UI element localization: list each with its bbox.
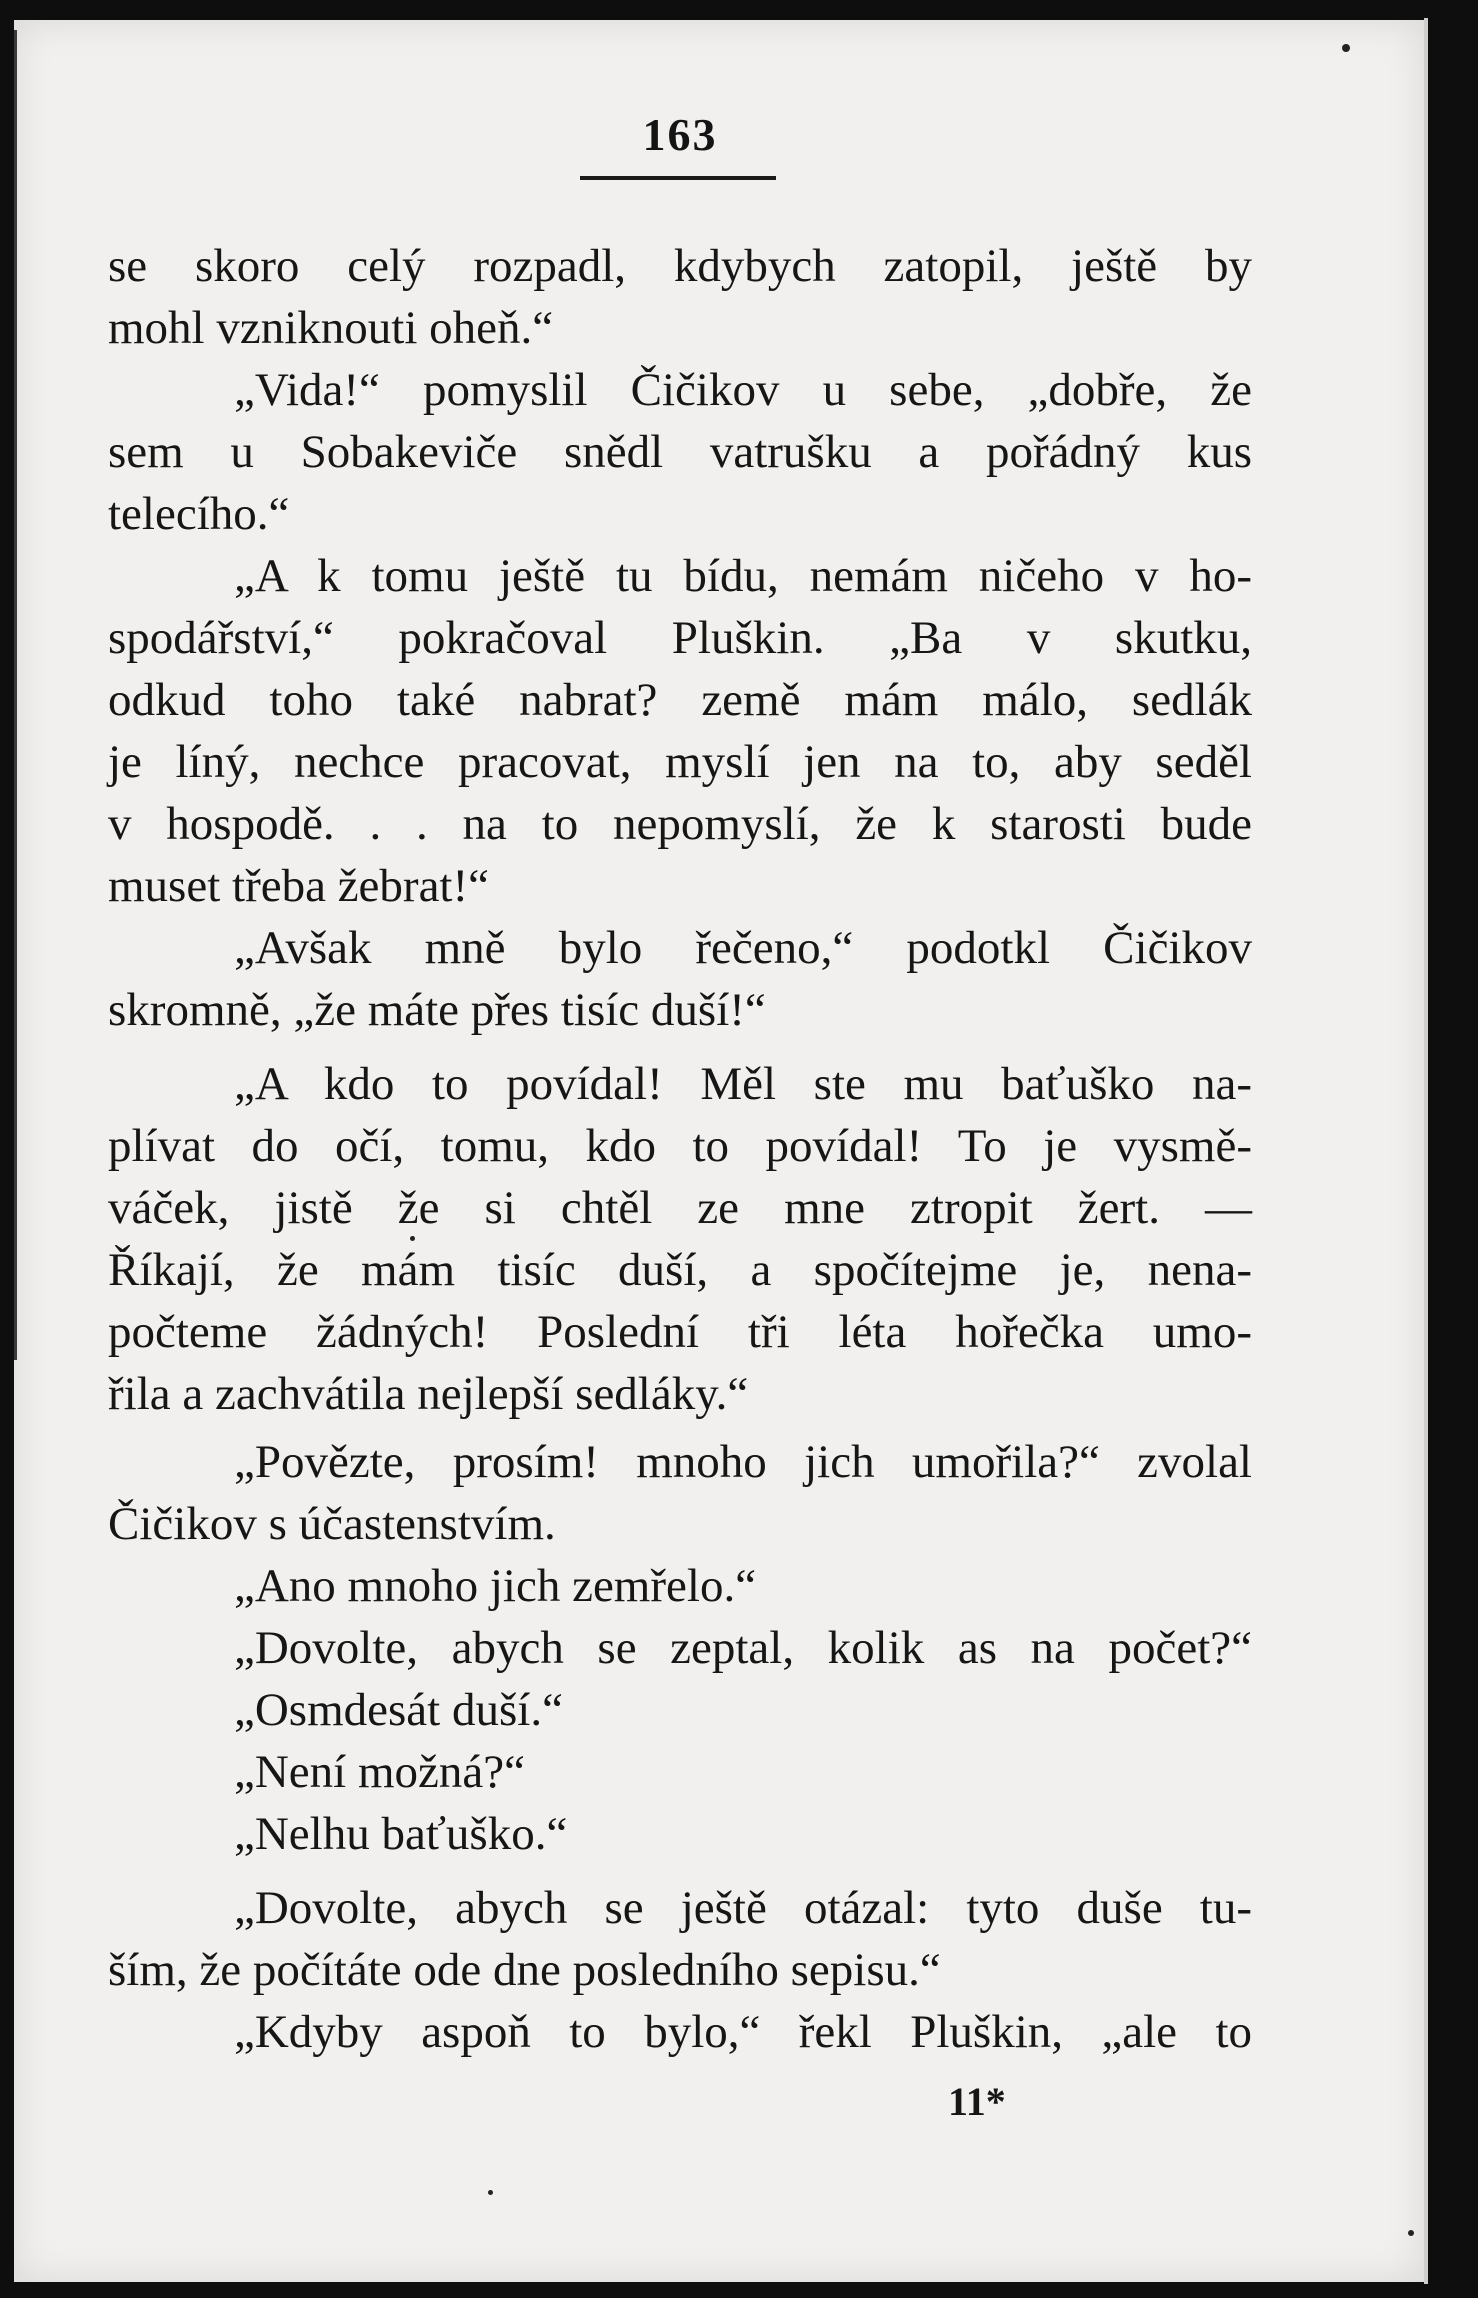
scan-speck: [1408, 2230, 1414, 2236]
text-line: „A k tomu ještě tu bídu, nemám ničeho v ho-: [234, 550, 1252, 602]
page-number-rule: [580, 176, 776, 180]
text-line: „Není možná?“: [234, 1746, 525, 1798]
text-line: „Dovolte, abych se zeptal, kolik as na počet?“: [234, 1622, 1252, 1674]
text-line: ším, že počítáte ode dne posledního sepisu.“: [108, 1944, 941, 1996]
binding-edge: [14, 30, 17, 1360]
text-line: sem u Sobakeviče snědl vatrušku a pořádný kus: [108, 426, 1252, 478]
text-line: skromně, „že máte přes tisíc duší!“: [108, 984, 766, 1036]
text-line: „Kdyby aspoň to bylo,“ řekl Pluškin, „ale to: [234, 2006, 1252, 2058]
page-number: 163: [642, 109, 718, 160]
scan-speck: [488, 2190, 493, 2195]
text-line: „Dovolte, abych se ještě otázal: tyto duše tu-: [234, 1882, 1252, 1934]
text-line: muset třeba žebrat!“: [108, 860, 490, 912]
text-line: „Nelhu baťuško.“: [234, 1808, 568, 1860]
text-line: spodářství,“ pokračoval Pluškin. „Ba v skutku,: [108, 612, 1252, 664]
text-line: „Ano mnoho jich zemřelo.“: [234, 1560, 757, 1612]
text-line: se skoro celý rozpadl, kdybych zatopil, ještě by: [108, 240, 1252, 292]
scan-speck: [410, 1236, 415, 1241]
scan-speck: [1342, 44, 1350, 52]
text-line: řila a zachvátila nejlepší sedláky.“: [108, 1368, 749, 1420]
text-line: telecího.“: [108, 488, 290, 540]
text-line: „A kdo to povídal! Měl ste mu baťuško na-: [234, 1058, 1252, 1110]
text-line: váček, jistě že si chtěl ze mne ztropit žert. —: [108, 1182, 1252, 1234]
signature-mark: 11*: [948, 2079, 1006, 2124]
text-line: „Avšak mně bylo řečeno,“ podotkl Čičikov: [234, 922, 1252, 974]
text-line: „Povězte, prosím! mnoho jich umořila?“ zvolal: [234, 1436, 1252, 1488]
text-line: plívat do očí, tomu, kdo to povídal! To je vysmě-: [108, 1120, 1252, 1172]
text-line: je líný, nechce pracovat, myslí jen na to, aby seděl: [108, 736, 1252, 788]
text-line: „Vida!“ pomyslil Čičikov u sebe, „dobře, že: [234, 364, 1252, 416]
text-line: Říkají, že mám tisíc duší, a spočítejme je, nena-: [108, 1244, 1252, 1296]
text-line: počteme žádných! Poslední tři léta hořečka umo-: [108, 1306, 1252, 1358]
page-edge: [1424, 18, 1428, 2284]
text-line: Čičikov s účastenstvím.: [108, 1498, 556, 1550]
text-line: odkud toho také nabrat? země mám málo, sedlák: [108, 674, 1252, 726]
text-line: „Osmdesát duší.“: [234, 1684, 563, 1736]
text-line: v hospodě. . . na to nepomyslí, že k starosti bude: [108, 798, 1252, 850]
text-line: mohl vzniknouti oheň.“: [108, 302, 554, 354]
